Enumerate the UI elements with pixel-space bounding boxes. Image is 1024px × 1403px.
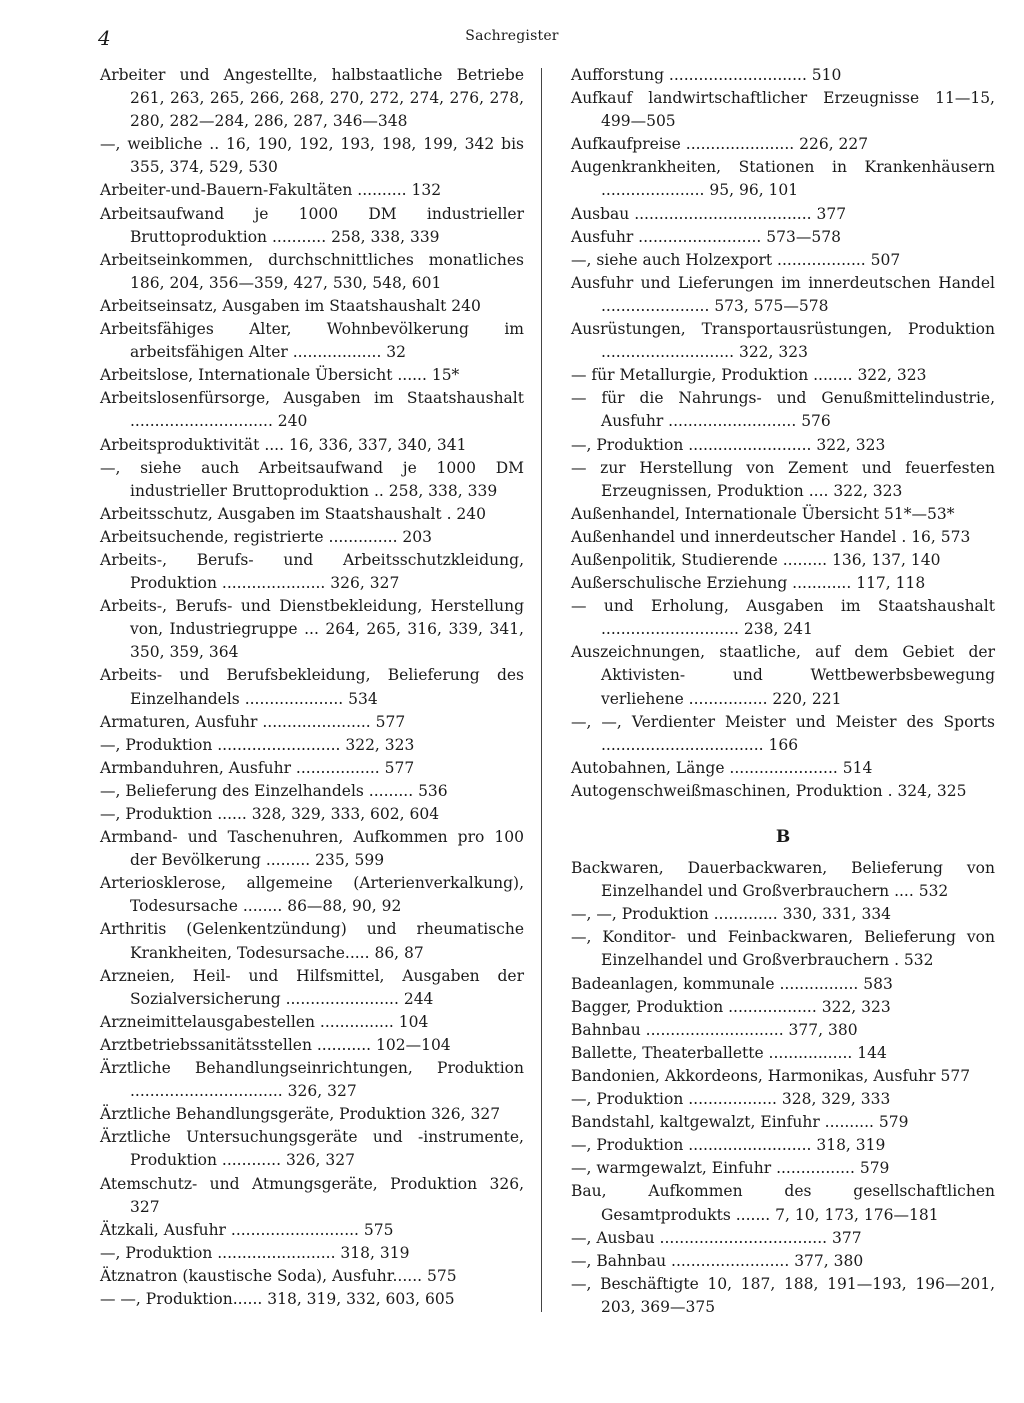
index-entry: Aufkaufpreise ...................... 226, 227 [571,135,869,154]
index-entry: Arbeits- und Berufsbekleidung, Belieferung des Einzelhandels .................... 534 [100,666,524,708]
index-entry: Arztbetriebssanitätsstellen ........... 102—104 [100,1035,451,1054]
index-entry: Ärztliche Behandlungsgeräte, Produktion 326, 327 [100,1105,501,1124]
index-entry: —, siehe auch Holzexport .................. 507 [571,250,901,269]
page-number: 4 [98,26,111,50]
index-entry: —, Ausbau .................................. 377 [571,1228,862,1247]
index-entry: — —, Produktion...... 318, 319, 332, 603, 605 [100,1289,455,1308]
index-entry: — zur Herstellung von Zement und feuerfesten Erzeugnissen, Produktion .... 322, 323 [571,458,995,500]
index-entry: Arthritis (Gelenkentzündung) und rheumatische Krankheiten, Todesursache..... 86, 87 [100,920,524,962]
index-entry: Autogenschweißmaschinen, Produktion . 324, 325 [571,781,967,800]
index-entry: Arbeits-, Berufs- und Dienstbekleidung, Herstellung von, Industriegruppe ... 264, 265, 316, 339, 341, 350, 359, 364 [100,597,524,662]
index-entry: Arbeiter und Angestellte, halbstaatliche Betriebe 261, 263, 265, 266, 268, 270, 272, 274, 276, 278, 280, 282—284, 286, 287, 346—348 [100,66,524,131]
index-entry: Armband- und Taschenuhren, Aufkommen pro 100 der Bevölkerung ......... 235, 599 [100,828,524,870]
index-entry: Aufkauf landwirtschaftlicher Erzeugnisse 11—15, 499—505 [571,89,995,131]
index-entry: Außerschulische Erziehung ............ 117, 118 [571,574,926,593]
index-entry: —, Produktion .................. 328, 329, 333 [571,1090,891,1109]
index-entry: Außenpolitik, Studierende ......... 136, 137, 140 [571,550,941,569]
column-divider [541,68,542,1312]
index-entry: —, —, Produktion ............. 330, 331, 334 [571,905,892,924]
index-entry: —, Produktion ......................... 322, 323 [571,435,886,454]
index-entry: Arbeitsuchende, registrierte .............. 203 [100,527,433,546]
index-entry: Arbeiter-und-Bauern-Fakultäten .......... 132 [100,181,442,200]
index-entry: Außenhandel, Internationale Übersicht 51*—53* [571,504,955,523]
index-entry: Ätzkali, Ausfuhr .......................... 575 [100,1220,394,1239]
index-entry: — und Erholung, Ausgaben im Staatshaushalt ............................ 238, 241 [571,597,995,639]
index-entry: —, siehe auch Arbeitsaufwand je 1000 DM industrieller Bruttoproduktion .. 258, 338, 339 [100,458,524,500]
index-entry: Arzneien, Heil- und Hilfsmittel, Ausgaben der Sozialversicherung ....................... 244 [100,966,524,1008]
index-entry: Bahnbau ............................ 377, 380 [571,1020,858,1039]
index-entry: Bandonien, Akkordeons, Harmonikas, Ausfuhr 577 [571,1066,971,1085]
index-entry: Ätznatron (kaustische Soda), Ausfuhr...... 575 [100,1266,457,1285]
index-entry: Arzneimittelausgabestellen ............... 104 [100,1012,429,1031]
index-entry: —, warmgewalzt, Einfuhr ................ 579 [571,1159,890,1178]
index-entry: Aufforstung ............................ 510 [571,66,842,84]
index-entry: Ärztliche Untersuchungsgeräte und -instrumente, Produktion ............ 326, 327 [100,1128,524,1170]
index-entry: Arbeitslose, Internationale Übersicht ...... 15* [100,366,460,385]
section-letter: B [775,827,791,847]
index-entry: Armbanduhren, Ausfuhr ................. 577 [100,758,415,777]
running-head: Sachregister [465,28,559,44]
index-entry: Arbeitseinsatz, Ausgaben im Staatshaushalt 240 [100,296,481,315]
index-entry: Außenhandel und innerdeutscher Handel . 16, 573 [571,527,971,546]
index-entry: —, Produktion ......................... 318, 319 [571,1136,886,1155]
index-entry: Auszeichnungen, staatliche, auf dem Gebiet der Aktivisten- und Wettbewerbsbewegung verliehene ................ 220, 221 [571,643,995,708]
index-entry: — für Metallurgie, Produktion ........ 322, 323 [571,366,927,385]
index-entry: Ballette, Theaterballette ................. 144 [571,1043,887,1062]
index-entry: Arteriosklerose, allgemeine (Arterienverkalkung), Todesursache ........ 86—88, 90, 92 [100,874,524,916]
index-entry: —, Konditor- und Feinbackwaren, Belieferung von Einzelhandel und Großverbrauchern . 532 [571,928,995,970]
index-entry: Augenkrankheiten, Stationen in Krankenhäusern ..................... 95, 96, 101 [571,158,995,200]
index-entry: —, —, Verdienter Meister und Meister des Sports ................................. 166 [571,712,995,754]
index-entry: Bagger, Produktion .................. 322, 323 [571,997,891,1016]
index-entry: Arbeitsfähiges Alter, Wohnbevölkerung im arbeitsfähigen Alter .................. 32 [100,320,524,362]
index-entry: Arbeitsschutz, Ausgaben im Staatshaushalt . 240 [100,504,487,523]
index-entry: —, Produktion ...... 328, 329, 333, 602, 604 [100,805,440,823]
index-entry: Ausbau .................................... 377 [571,204,847,223]
index-column-left [100,64,524,1311]
index-entry: —, weibliche .. 16, 190, 192, 193, 198, 199, 342 bis 355, 374, 529, 530 [100,135,524,177]
index-entry: Arbeitslosenfürsorge, Ausgaben im Staatshaushalt ............................. 240 [100,389,524,431]
index-entry: Badeanlagen, kommunale ................ 583 [571,974,893,993]
index-entry: Ärztliche Behandlungseinrichtungen, Produktion ............................... 326, 327 [100,1059,524,1101]
index-entry: —, Produktion ......................... 322, 323 [100,735,415,754]
index-entry: Ausrüstungen, Transportausrüstungen, Produktion ........................... 322, 323 [571,320,995,362]
index-column-right [571,64,995,1319]
index-entry: Backwaren, Dauerbackwaren, Belieferung von Einzelhandel und Großverbrauchern .... 532 [571,859,995,901]
index-entry: Ausfuhr ......................... 573—578 [571,227,841,246]
index-entry: —, Beschäftigte 10, 187, 188, 191—193, 196—201, 203, 369—375 [571,1274,995,1316]
index-entry: Bandstahl, kaltgewalzt, Einfuhr .......... 579 [571,1113,909,1132]
index-entry: — für die Nahrungs- und Genußmittelindustrie, Ausfuhr .......................... 576 [571,389,995,431]
index-entry: Arbeitsaufwand je 1000 DM industrieller Bruttoproduktion ........... 258, 338, 339 [100,204,524,246]
index-entry: —, Bahnbau ........................ 377, 380 [571,1251,864,1270]
index-entry: —, Belieferung des Einzelhandels ......... 536 [100,781,448,800]
index-entry: —, Produktion ........................ 318, 319 [100,1243,410,1262]
index-entry: Ausfuhr und Lieferungen im innerdeutschen Handel ...................... 573, 575—578 [571,273,995,315]
index-entry: Arbeitseinkommen, durchschnittliches monatliches 186, 204, 356—359, 427, 530, 548, 601 [100,250,524,292]
index-entry: Bau, Aufkommen des gesellschaftlichen Gesamtprodukts ....... 7, 10, 173, 176—181 [571,1182,995,1224]
index-entry: Arbeitsproduktivität .... 16, 336, 337, 340, 341 [100,435,467,454]
index-entry: Arbeits-, Berufs- und Arbeitsschutzkleidung, Produktion ..................... 326, 327 [100,550,524,593]
index-entry: Atemschutz- und Atmungsgeräte, Produktion 326, 327 [100,1174,524,1216]
index-entry: Armaturen, Ausfuhr ...................... 577 [100,712,406,731]
index-entry: Autobahnen, Länge ...................... 514 [571,758,873,777]
